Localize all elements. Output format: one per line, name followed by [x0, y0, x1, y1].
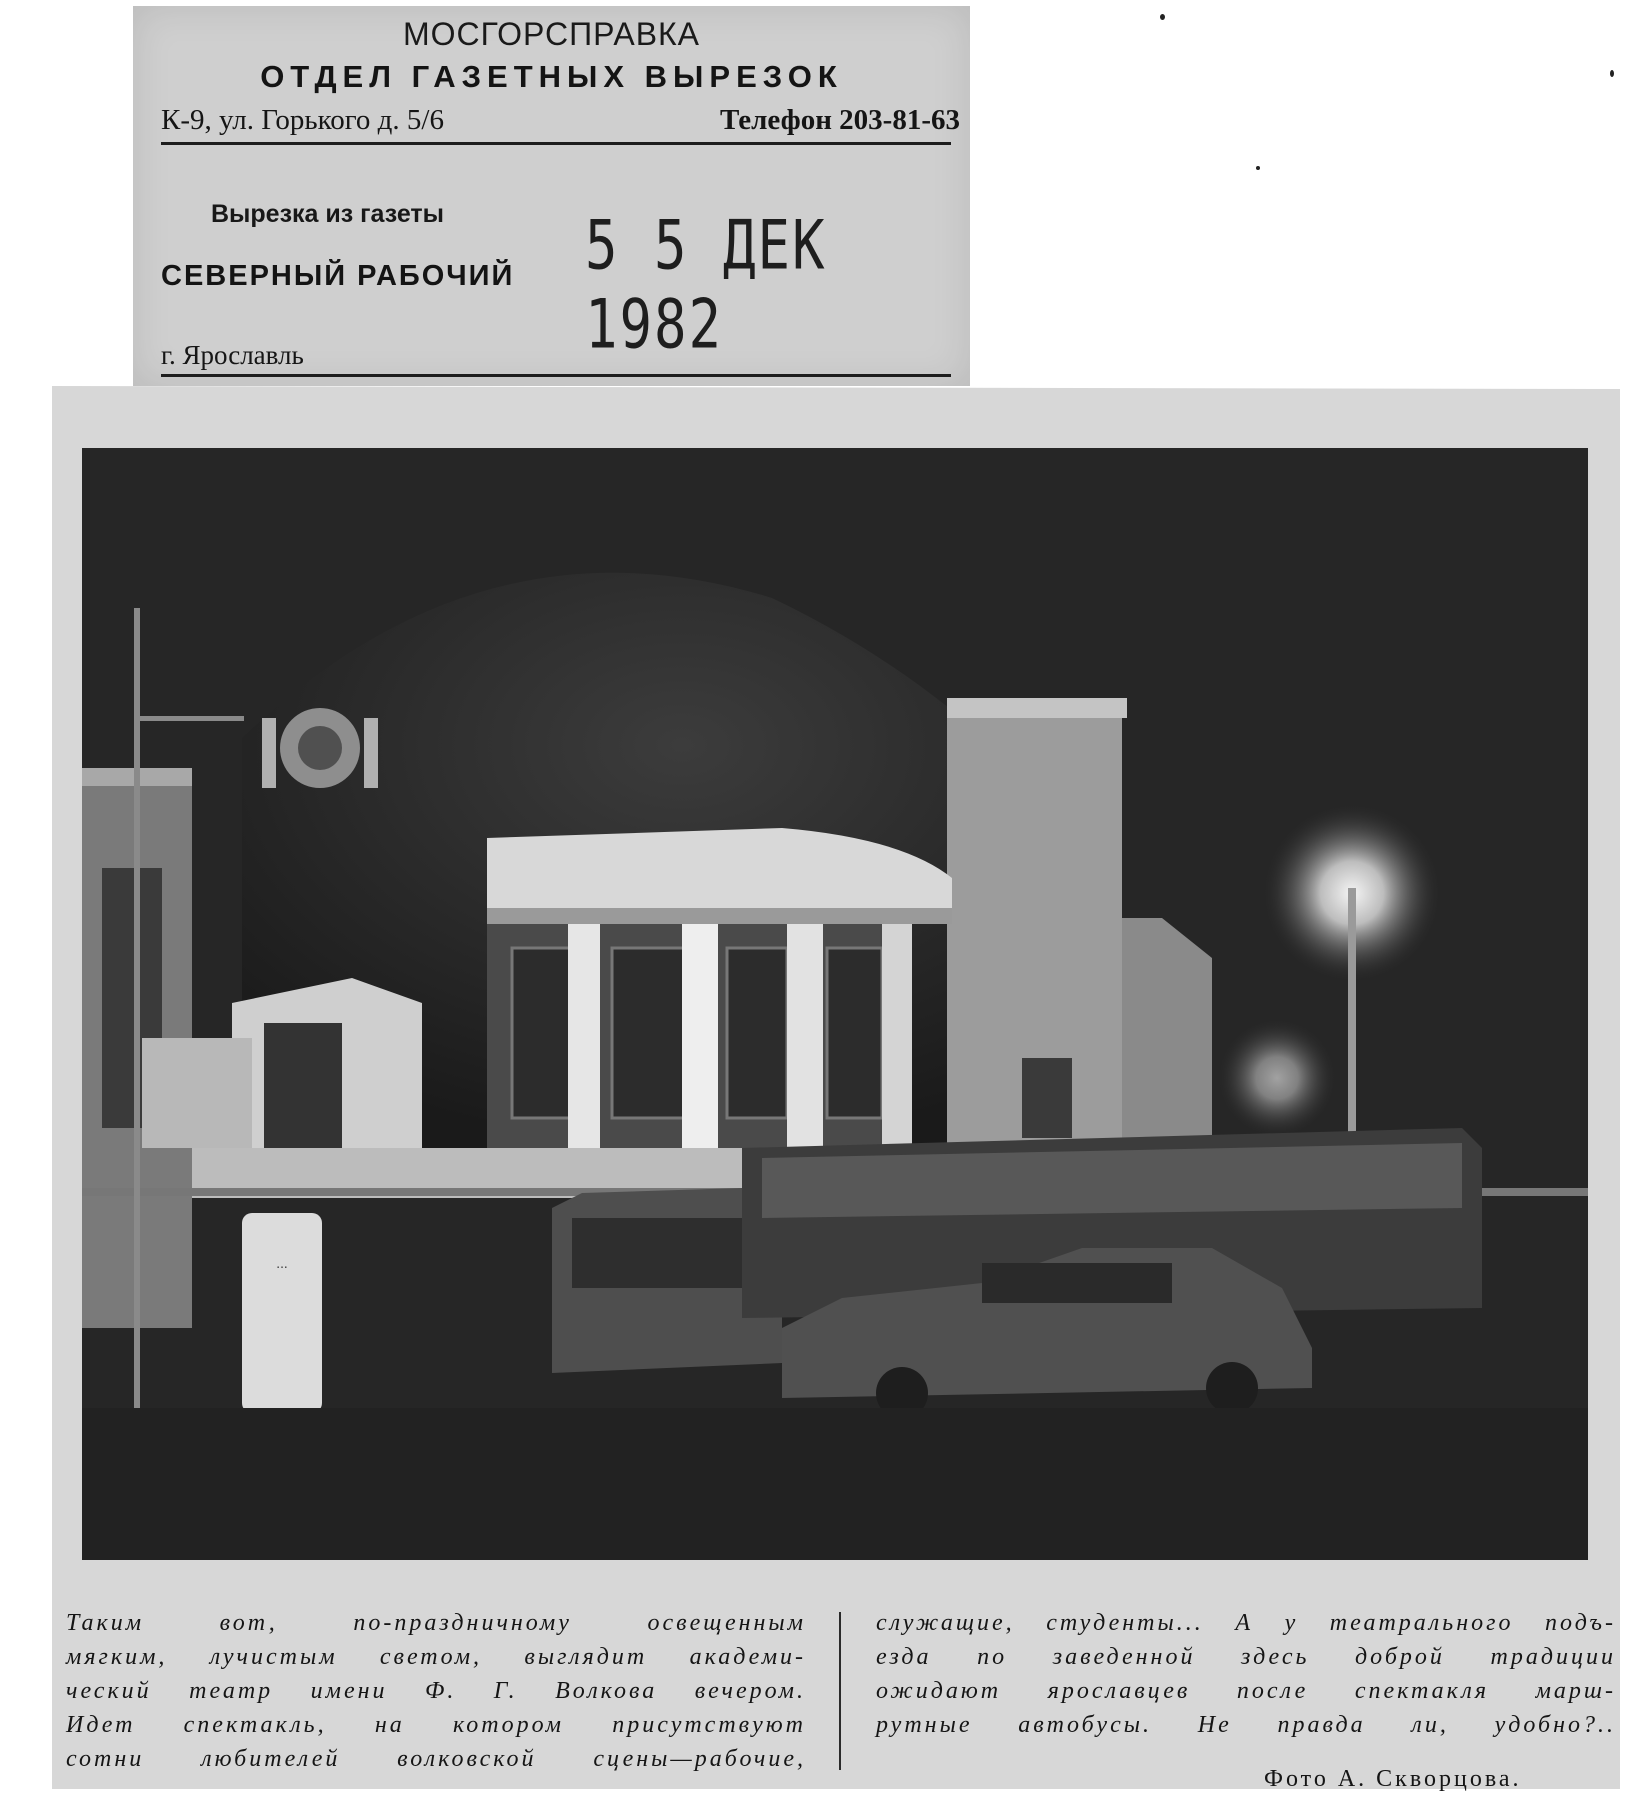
caption-line: езда по заведенной здесь доброй традиции [876, 1644, 1616, 1670]
clipping-bureau-stamp [133, 6, 970, 386]
poster-text: ... [276, 1257, 288, 1271]
caption-line: служащие, студенты... А у театрального подъ- [876, 1610, 1616, 1636]
clipping-label: Вырезка из газеты [211, 200, 444, 228]
header-rule [161, 142, 951, 145]
newspaper-city: г. Ярославль [161, 340, 304, 370]
organization-name: МОСГОРСПРАВКА [402, 16, 701, 52]
bottom-rule [161, 374, 951, 377]
scan-speck [1610, 70, 1614, 77]
theatre-night-photo [82, 448, 1588, 1560]
date-stamp: 5 5 ДЕК 1982 [585, 206, 827, 364]
caption-line: ческий театр имени Ф. Г. Волкова вечером. [66, 1678, 806, 1704]
photo-caption-left [66, 1606, 806, 1776]
caption-line: Таким вот, по-праздничному освещенным [66, 1610, 806, 1636]
scan-speck [1160, 14, 1165, 20]
caption-line: мягким, лучистым светом, выглядит академи- [66, 1644, 806, 1670]
photo-caption-right [876, 1606, 1616, 1742]
caption-line: ожидают ярославцев после спектакля марш- [876, 1678, 1616, 1704]
caption-line: Идет спектакль, на котором присутствуют [66, 1712, 806, 1738]
scan-speck [1256, 166, 1260, 170]
photo-credit: Фото А. Скворцова. [1264, 1766, 1522, 1792]
column-divider [839, 1612, 841, 1770]
caption-line: рутные автобусы. Не правда ли, удобно?.. [876, 1712, 1616, 1738]
bureau-phone: Телефон 203-81-63 [720, 104, 960, 136]
caption-line: сотни любителей волковской сцены—рабочие, [66, 1746, 806, 1772]
bureau-address: К-9, ул. Горького д. 5/6 [161, 104, 444, 136]
department-name: ОТДЕЛ ГАЗЕТНЫХ ВЫРЕЗОК [260, 59, 843, 94]
theatre-photo-illustration [82, 448, 1588, 1560]
newspaper-name: СЕВЕРНЫЙ РАБОЧИЙ [161, 260, 515, 292]
